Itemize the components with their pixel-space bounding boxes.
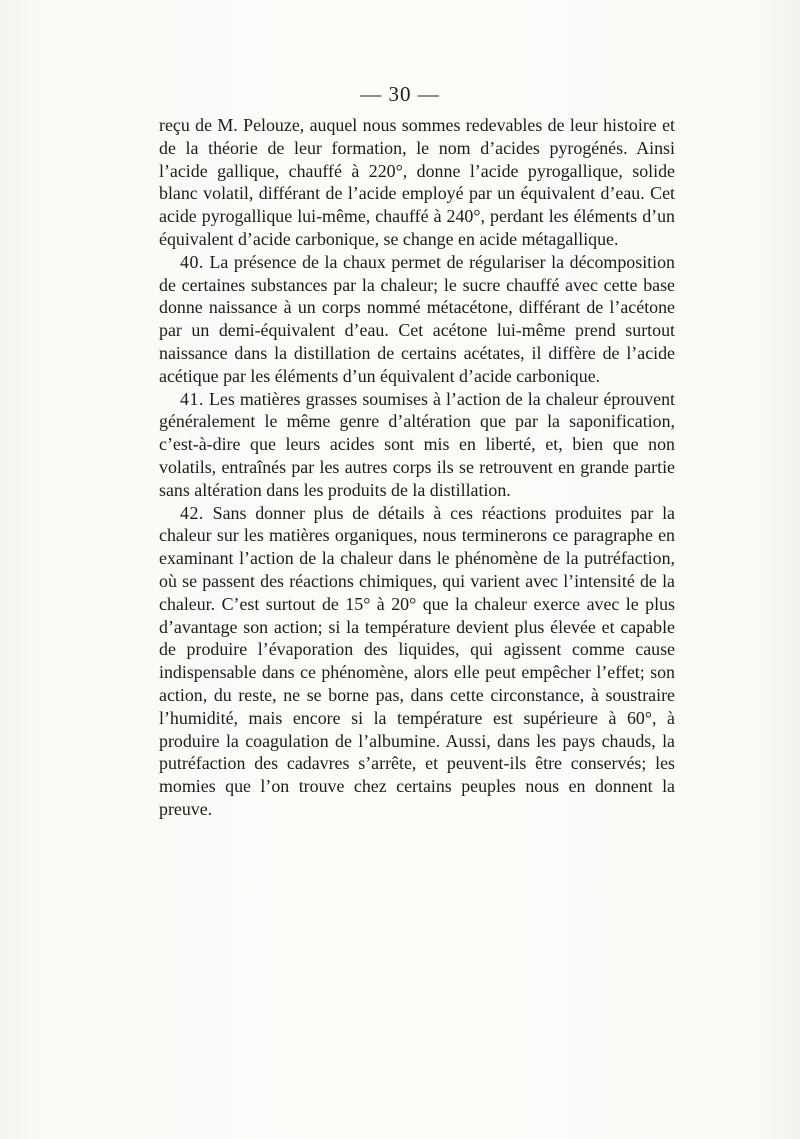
text-block (159, 114, 675, 821)
paragraph-number: 41. (180, 388, 204, 409)
paragraph-41 (159, 388, 675, 502)
paragraph-number: 40. (180, 251, 204, 272)
paragraph-continuation (159, 114, 675, 251)
paragraph-number: 42. (180, 502, 204, 523)
paragraph-42 (159, 502, 675, 821)
paragraph-text: La présence de la chaux permet de régulariser la décomposition de certaines substances par la chaleur; le sucre chauffé avec cette base donne naissance à un corps nommé métacétone, différant de l’acétone par un demi-équivalent d’eau. Cet acétone lui-même prend surtout naissance dans la distillation de certains acétates, il diffère de l’acide acétique par les éléments d’un équivalent d’acide carbonique. (159, 251, 675, 386)
paragraph-40 (159, 251, 675, 388)
paragraph-text: Les matières grasses soumises à l’action de la chaleur éprouvent généralement le même genre d’altération que par la saponification, c’est-à-dire que leurs acides sont mis en liberté, et, bien que non volatils, entraînés par les autres corps ils se retrouvent en grande partie sans altération dans les produits de la distillation. (159, 388, 675, 500)
paragraph-text: Sans donner plus de détails à ces réactions produites par la chaleur sur les matières organiques, nous terminerons ce paragraphe en examinant l’action de la chaleur dans le phénomène de la putréfaction, où se passent des réactions chimiques, qui varient avec l’intensité de la chaleur. C’est surtout de 15° à 20° que la chaleur exerce avec le plus d’avantage son action; si la température devient plus élevée et capable de produire l’évaporation des liquides, qui agissent comme cause indispensable dans ce phénomène, alors elle peut empêcher l’effet; son action, du reste, ne se borne pas, dans cette circonstance, à soustraire l’humidité, mais encore si la température est supérieure à 60°, à produire la coagulation de l’albumine. Aussi, dans les pays chauds, la putréfaction des cadavres s’arrête, et peuvent-ils être conservés; les momies que l’on trouve chez certains peuples nous en donnent la preuve. (159, 502, 675, 819)
paragraph-text: reçu de M. Pelouze, auquel nous sommes redevables de leur histoire et de la théorie de leur formation, le nom d’acides pyrogénés. Ainsi l’acide gallique, chauffé à 220°, donne l’acide pyrogallique, solide blanc volatil, différant de l’acide employé par un équivalent d’eau. Cet acide pyrogallique lui-même, chauffé à 240°, perdant les éléments d’un équivalent d’acide carbonique, se change en acide métagallique. (159, 115, 675, 249)
page-number: — 30 — (360, 82, 440, 106)
